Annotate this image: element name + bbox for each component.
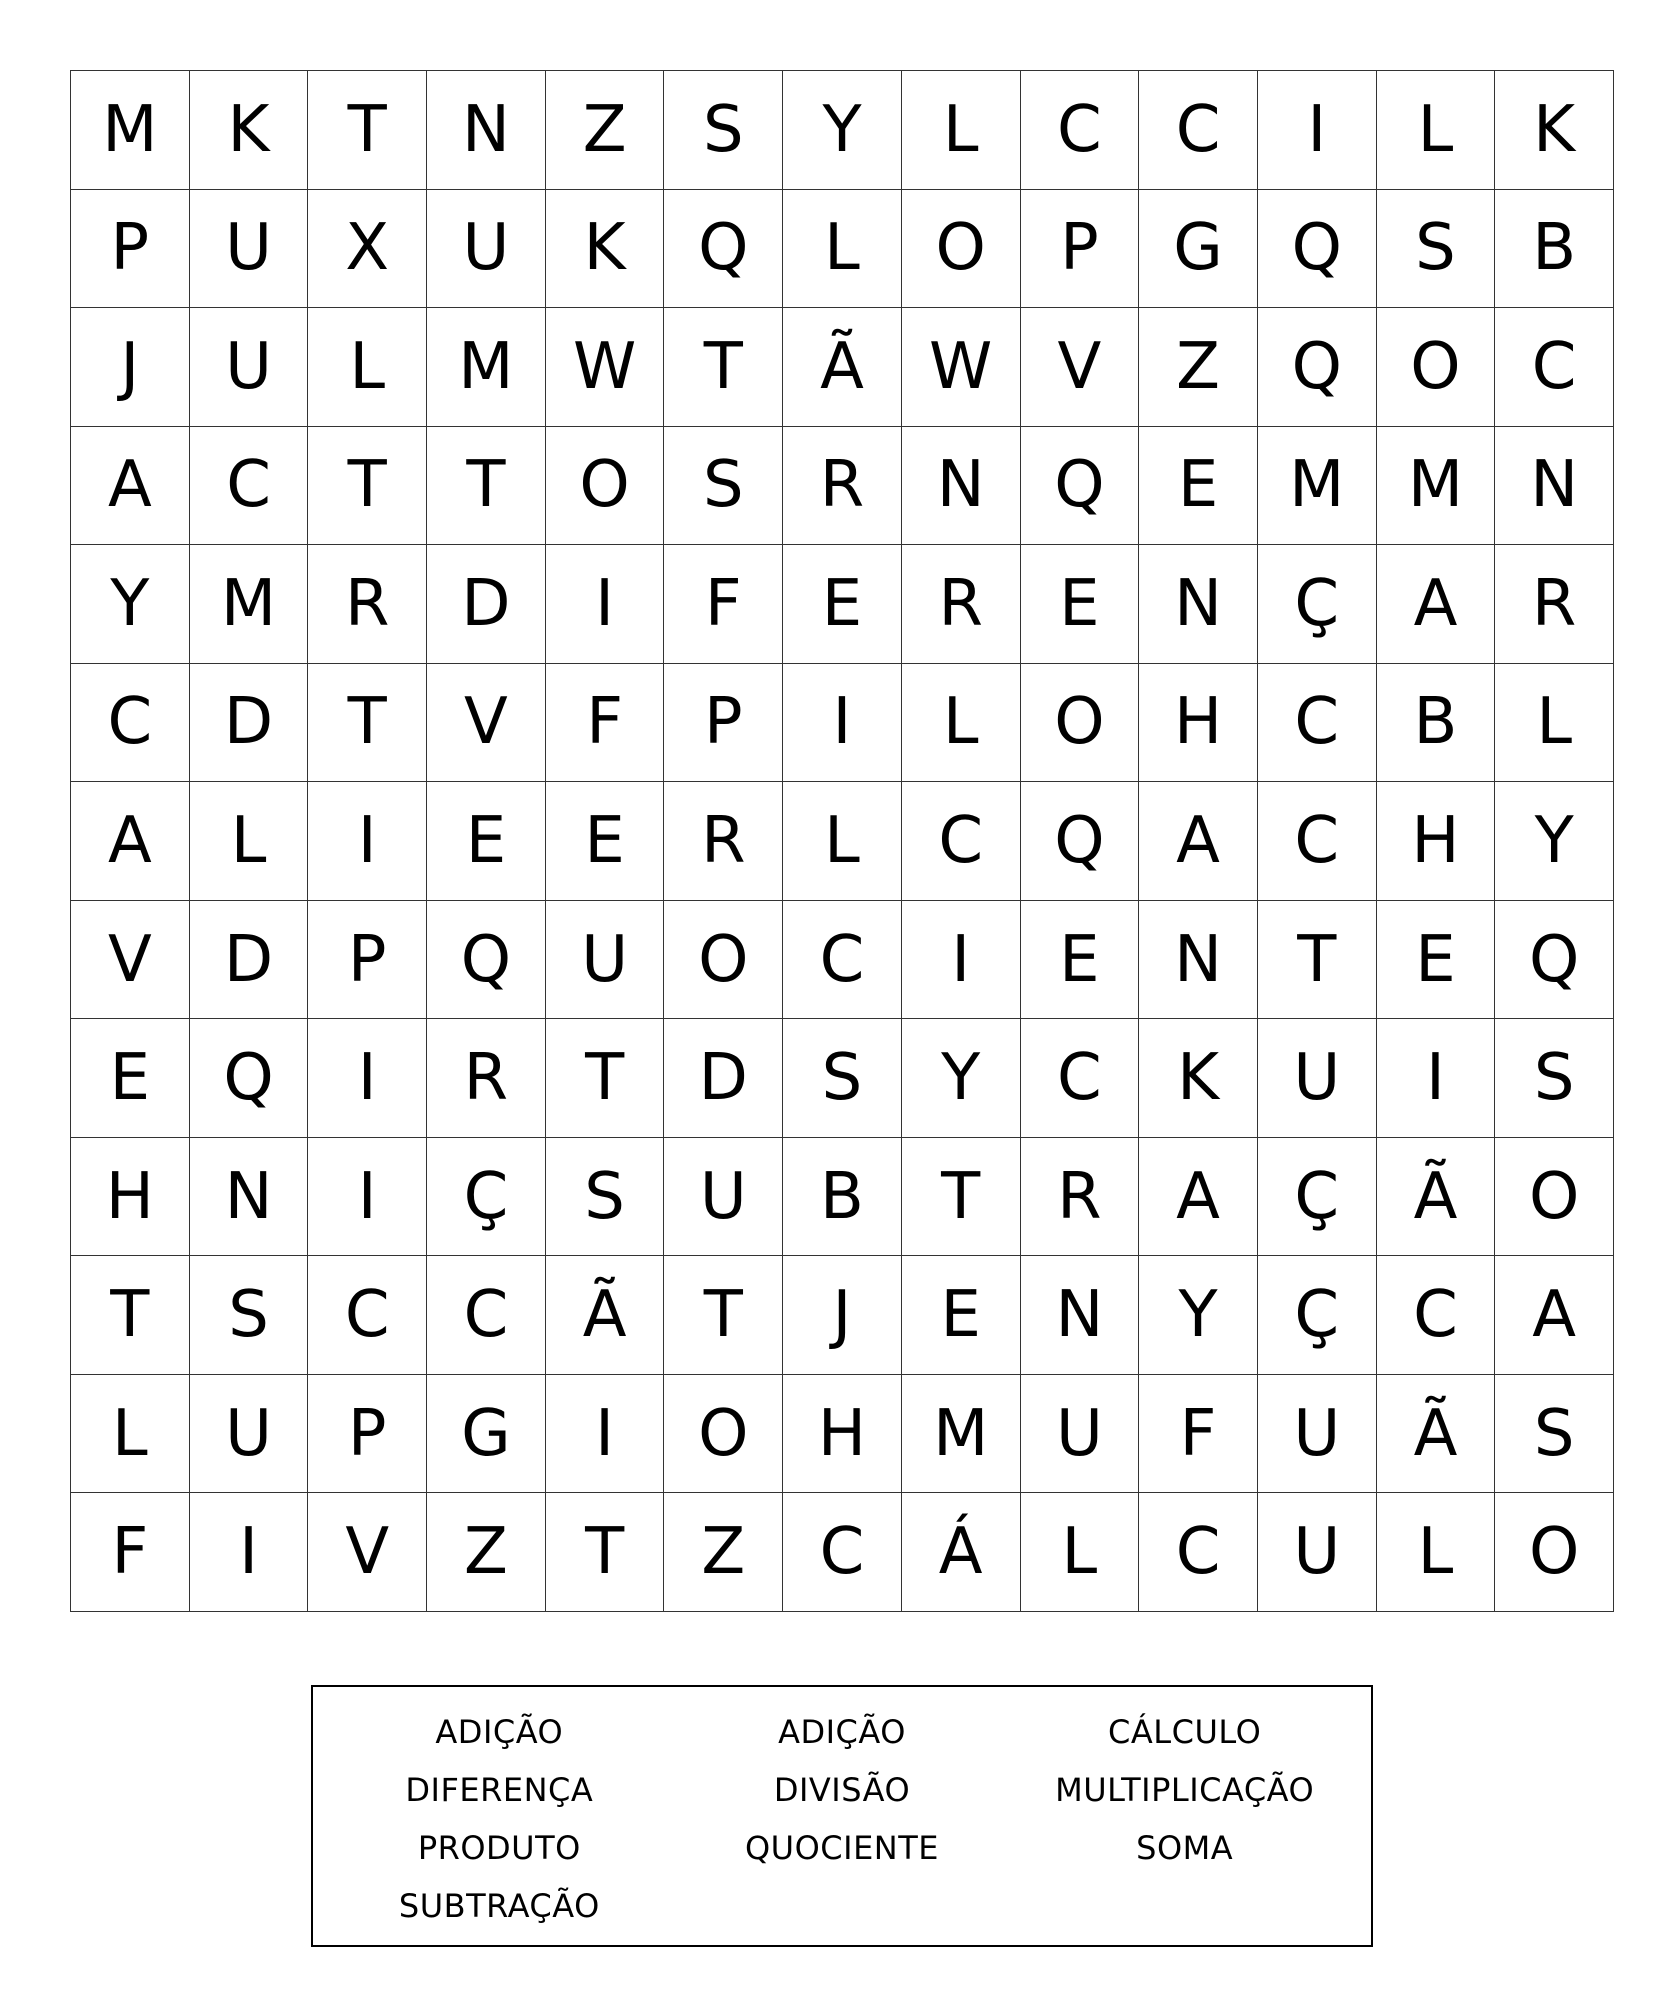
grid-cell[interactable]: B: [783, 1138, 902, 1257]
grid-cell[interactable]: L: [1377, 71, 1496, 190]
word-bank-column-2: [676, 1703, 1009, 1935]
grid-cell[interactable]: M: [1377, 427, 1496, 546]
grid-cell[interactable]: Z: [664, 1493, 783, 1612]
grid-cell[interactable]: S: [664, 71, 783, 190]
grid-cell[interactable]: U: [546, 901, 665, 1020]
grid-cell[interactable]: I: [783, 664, 902, 783]
grid-cell[interactable]: Q: [190, 1019, 309, 1138]
grid-cell[interactable]: O: [664, 901, 783, 1020]
word-bank-word: QUOCIENTE: [744, 1829, 939, 1867]
grid-cell[interactable]: B: [1377, 664, 1496, 783]
grid-cell[interactable]: C: [1258, 664, 1377, 783]
grid-cell[interactable]: P: [308, 1375, 427, 1494]
grid-cell[interactable]: Q: [1258, 190, 1377, 309]
grid-cell[interactable]: N: [902, 427, 1021, 546]
grid-cell[interactable]: U: [427, 190, 546, 309]
grid-cell[interactable]: M: [427, 308, 546, 427]
grid-cell[interactable]: E: [546, 782, 665, 901]
grid-cell[interactable]: O: [1495, 1493, 1614, 1612]
grid-cell[interactable]: M: [190, 545, 309, 664]
grid-cell[interactable]: C: [783, 901, 902, 1020]
grid-cell[interactable]: R: [308, 545, 427, 664]
grid-cell[interactable]: V: [1021, 308, 1140, 427]
grid-cell[interactable]: U: [190, 308, 309, 427]
grid-cell[interactable]: C: [1139, 1493, 1258, 1612]
word-bank-word: MULTIPLICAÇÃO: [1055, 1771, 1315, 1809]
grid-cell[interactable]: O: [546, 427, 665, 546]
grid-cell[interactable]: A: [1139, 782, 1258, 901]
grid-cell[interactable]: O: [664, 1375, 783, 1494]
grid-cell[interactable]: K: [190, 71, 309, 190]
grid-cell[interactable]: Ã: [546, 1256, 665, 1375]
grid-cell[interactable]: T: [546, 1493, 665, 1612]
grid-cell[interactable]: E: [1021, 545, 1140, 664]
grid-cell[interactable]: Y: [783, 71, 902, 190]
grid-cell[interactable]: I: [902, 901, 1021, 1020]
grid-cell[interactable]: S: [783, 1019, 902, 1138]
word-bank-word: ADIÇÃO: [778, 1713, 906, 1751]
grid-cell[interactable]: R: [902, 545, 1021, 664]
grid-cell[interactable]: P: [664, 664, 783, 783]
grid-cell[interactable]: N: [190, 1138, 309, 1257]
grid-cell[interactable]: J: [783, 1256, 902, 1375]
grid-cell[interactable]: L: [1021, 1493, 1140, 1612]
grid-cell[interactable]: C: [902, 782, 1021, 901]
grid-cell[interactable]: R: [783, 427, 902, 546]
grid-cell[interactable]: T: [902, 1138, 1021, 1257]
grid-cell[interactable]: Z: [427, 1493, 546, 1612]
grid-cell[interactable]: Z: [546, 71, 665, 190]
grid-cell[interactable]: U: [190, 1375, 309, 1494]
grid-cell[interactable]: Ã: [783, 308, 902, 427]
grid-cell[interactable]: C: [427, 1256, 546, 1375]
grid-cell[interactable]: F: [664, 545, 783, 664]
grid-cell[interactable]: U: [190, 190, 309, 309]
grid-cell[interactable]: A: [71, 427, 190, 546]
grid-cell[interactable]: Z: [1139, 308, 1258, 427]
grid-cell[interactable]: A: [1139, 1138, 1258, 1257]
grid-cell[interactable]: E: [1377, 901, 1496, 1020]
grid-cell[interactable]: C: [1139, 71, 1258, 190]
grid-cell[interactable]: N: [1139, 901, 1258, 1020]
grid-cell[interactable]: O: [1021, 664, 1140, 783]
grid-cell[interactable]: M: [71, 71, 190, 190]
grid-cell[interactable]: F: [1139, 1375, 1258, 1494]
grid-cell[interactable]: N: [1021, 1256, 1140, 1375]
grid-cell[interactable]: U: [1021, 1375, 1140, 1494]
grid-cell[interactable]: L: [1495, 664, 1614, 783]
grid-cell[interactable]: U: [1258, 1493, 1377, 1612]
grid-cell[interactable]: W: [902, 308, 1021, 427]
grid-cell[interactable]: T: [1258, 901, 1377, 1020]
grid-cell[interactable]: C: [1495, 308, 1614, 427]
grid-cell[interactable]: L: [902, 71, 1021, 190]
grid-cell[interactable]: E: [783, 545, 902, 664]
grid-cell[interactable]: Q: [1495, 901, 1614, 1020]
grid-cell[interactable]: G: [427, 1375, 546, 1494]
grid-cell[interactable]: Y: [902, 1019, 1021, 1138]
grid-cell[interactable]: I: [546, 545, 665, 664]
word-bank-word: SUBTRAÇÃO: [398, 1887, 600, 1925]
grid-cell[interactable]: A: [1377, 545, 1496, 664]
grid-cell[interactable]: Ã: [1377, 1375, 1496, 1494]
word-bank-word: ADIÇÃO: [435, 1713, 564, 1751]
grid-cell[interactable]: R: [664, 782, 783, 901]
word-bank: [311, 1685, 1373, 1947]
grid-cell[interactable]: C: [1021, 71, 1140, 190]
grid-cell[interactable]: C: [1258, 782, 1377, 901]
grid-cell[interactable]: P: [71, 190, 190, 309]
grid-cell[interactable]: B: [1495, 190, 1614, 309]
grid-cell[interactable]: O: [1495, 1138, 1614, 1257]
grid-cell[interactable]: Á: [902, 1493, 1021, 1612]
grid-cell[interactable]: R: [1495, 545, 1614, 664]
grid-cell[interactable]: I: [546, 1375, 665, 1494]
grid-cell[interactable]: R: [427, 1019, 546, 1138]
grid-cell[interactable]: O: [1377, 308, 1496, 427]
grid-cell[interactable]: W: [546, 308, 665, 427]
grid-cell[interactable]: C: [308, 1256, 427, 1375]
word-search-grid: [70, 70, 1614, 1612]
grid-cell[interactable]: Q: [427, 901, 546, 1020]
grid-cell[interactable]: H: [1139, 664, 1258, 783]
grid-cell[interactable]: C: [1021, 1019, 1140, 1138]
grid-cell[interactable]: L: [783, 190, 902, 309]
grid-cell[interactable]: C: [71, 664, 190, 783]
grid-cell[interactable]: K: [1495, 71, 1614, 190]
grid-cell[interactable]: E: [71, 1019, 190, 1138]
grid-cell[interactable]: M: [902, 1375, 1021, 1494]
grid-cell[interactable]: V: [308, 1493, 427, 1612]
grid-cell[interactable]: T: [664, 308, 783, 427]
grid-cell[interactable]: A: [71, 782, 190, 901]
grid-cell[interactable]: N: [1139, 545, 1258, 664]
grid-cell[interactable]: T: [546, 1019, 665, 1138]
grid-cell[interactable]: H: [1377, 782, 1496, 901]
grid-cell[interactable]: S: [190, 1256, 309, 1375]
grid-cell[interactable]: Y: [1139, 1256, 1258, 1375]
grid-cell[interactable]: Q: [664, 190, 783, 309]
word-bank-word: PRODUTO: [417, 1829, 581, 1867]
grid-cell[interactable]: T: [308, 664, 427, 783]
grid-cell[interactable]: I: [1258, 71, 1377, 190]
grid-cell[interactable]: L: [902, 664, 1021, 783]
grid-cell[interactable]: D: [427, 545, 546, 664]
grid-cell[interactable]: V: [427, 664, 546, 783]
grid-cell[interactable]: Q: [1021, 427, 1140, 546]
grid-cell[interactable]: E: [1021, 901, 1140, 1020]
grid-cell[interactable]: M: [1258, 427, 1377, 546]
grid-cell[interactable]: I: [308, 782, 427, 901]
grid-cell[interactable]: H: [71, 1138, 190, 1257]
grid-cell[interactable]: D: [664, 1019, 783, 1138]
grid-cell[interactable]: E: [902, 1256, 1021, 1375]
grid-cell[interactable]: S: [546, 1138, 665, 1257]
grid-cell[interactable]: S: [1377, 190, 1496, 309]
grid-cell[interactable]: L: [190, 782, 309, 901]
grid-cell[interactable]: K: [546, 190, 665, 309]
grid-cell[interactable]: D: [190, 664, 309, 783]
word-bank-column-3: [1018, 1703, 1351, 1935]
grid-cell[interactable]: Ç: [427, 1138, 546, 1257]
grid-cell[interactable]: L: [308, 308, 427, 427]
grid-cell[interactable]: H: [783, 1375, 902, 1494]
grid-cell[interactable]: I: [308, 1019, 427, 1138]
grid-cell[interactable]: K: [1139, 1019, 1258, 1138]
word-bank-word: DIFERENÇA: [405, 1771, 594, 1809]
grid-cell[interactable]: L: [1377, 1493, 1496, 1612]
grid-cell[interactable]: Y: [1495, 782, 1614, 901]
grid-cell[interactable]: Ã: [1377, 1138, 1496, 1257]
grid-cell[interactable]: N: [1495, 427, 1614, 546]
word-bank-word: DIVISÃO: [773, 1771, 911, 1809]
grid-cell[interactable]: T: [664, 1256, 783, 1375]
grid-cell[interactable]: Y: [71, 545, 190, 664]
grid-cell[interactable]: J: [71, 308, 190, 427]
grid-cell[interactable]: P: [308, 901, 427, 1020]
grid-cell[interactable]: L: [783, 782, 902, 901]
grid-cell[interactable]: N: [427, 71, 546, 190]
grid-cell[interactable]: V: [71, 901, 190, 1020]
grid-cell[interactable]: A: [1495, 1256, 1614, 1375]
grid-cell[interactable]: S: [664, 427, 783, 546]
grid-cell[interactable]: F: [546, 664, 665, 783]
grid-cell[interactable]: R: [1021, 1138, 1140, 1257]
word-bank-word: CÁLCULO: [1108, 1713, 1262, 1751]
word-bank-column-1: [333, 1703, 666, 1935]
grid-cell[interactable]: Ç: [1258, 1256, 1377, 1375]
grid-cell[interactable]: X: [308, 190, 427, 309]
grid-cell[interactable]: O: [902, 190, 1021, 309]
grid-cell[interactable]: S: [1495, 1375, 1614, 1494]
grid-cell[interactable]: I: [1377, 1019, 1496, 1138]
grid-cell[interactable]: F: [71, 1493, 190, 1612]
grid-cell[interactable]: U: [1258, 1375, 1377, 1494]
grid-cell[interactable]: E: [1139, 427, 1258, 546]
grid-cell[interactable]: P: [1021, 190, 1140, 309]
grid-cell[interactable]: D: [190, 901, 309, 1020]
grid-cell[interactable]: T: [308, 71, 427, 190]
grid-cell[interactable]: S: [1495, 1019, 1614, 1138]
grid-cell[interactable]: E: [427, 782, 546, 901]
grid-cell[interactable]: T: [71, 1256, 190, 1375]
grid-cell[interactable]: Ç: [1258, 545, 1377, 664]
grid-cell[interactable]: T: [308, 427, 427, 546]
grid-cell[interactable]: L: [71, 1375, 190, 1494]
grid-cell[interactable]: Ç: [1258, 1138, 1377, 1257]
grid-cell[interactable]: I: [308, 1138, 427, 1257]
grid-cell[interactable]: Q: [1021, 782, 1140, 901]
grid-cell[interactable]: C: [1377, 1256, 1496, 1375]
grid-cell[interactable]: U: [1258, 1019, 1377, 1138]
grid-cell[interactable]: T: [427, 427, 546, 546]
grid-cell[interactable]: C: [783, 1493, 902, 1612]
grid-cell[interactable]: I: [190, 1493, 309, 1612]
grid-cell[interactable]: Q: [1258, 308, 1377, 427]
grid-cell[interactable]: U: [664, 1138, 783, 1257]
grid-cell[interactable]: C: [190, 427, 309, 546]
word-bank-word: SOMA: [1136, 1829, 1234, 1867]
grid-cell[interactable]: G: [1139, 190, 1258, 309]
